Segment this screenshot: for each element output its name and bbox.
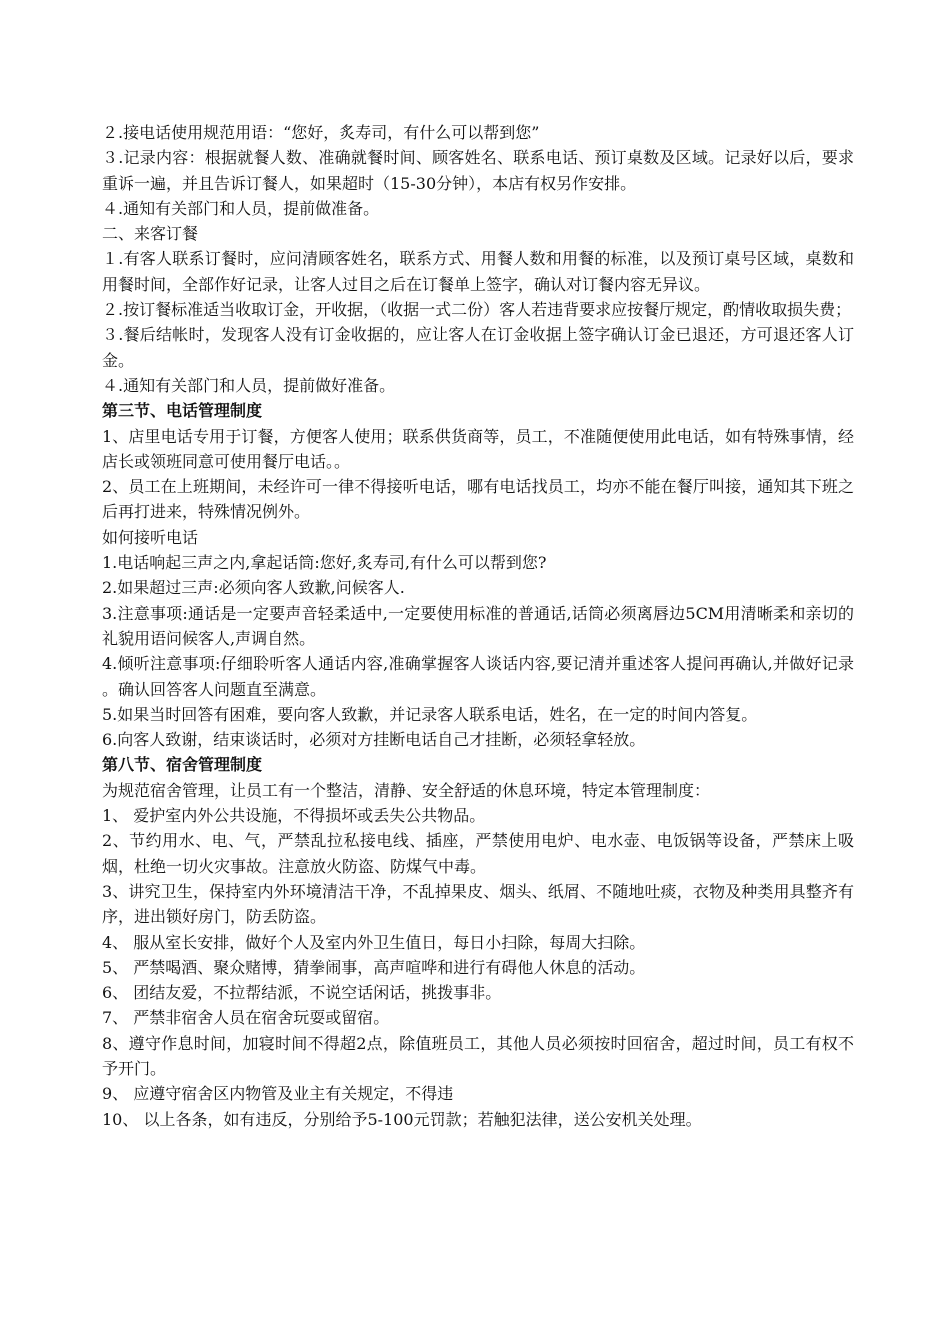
section-subtitle: 二、来客订餐: [102, 224, 199, 244]
paragraph: 2.如果超过三声:必须向客人致歉,问候客人.: [102, 578, 405, 598]
paragraph: 为规范宿舍管理，让员工有一个整洁，清静、安全舒适的休息环境，特定本管理制度：: [102, 780, 711, 800]
paragraph: 1、 爱护室内外公共设施，不得损坏或丢失公共物品。: [102, 806, 486, 826]
paragraph: 8、遵守作息时间，加寝时间不得超2点，除值班员工，其他人员必须按时回宿舍，超过时间，员工有权不予开门。: [102, 1033, 854, 1078]
paragraph: ２.按订餐标准适当收取订金，开收据，（收据一式二份）客人若违背要求应按餐厅规定，酌情收取损失费；: [102, 300, 852, 320]
paragraph: 1、店里电话专用于订餐，方便客人使用；联系供货商等，员工，不准随便使用此电话，如有特殊事情，经店长或领班同意可使用餐厅电话。。: [102, 426, 854, 471]
paragraph: 3、讲究卫生，保持室内外环境清洁干净，不乱掉果皮、烟头、纸屑、不随地吐痰，衣物及种类用具整齐有序，进出锁好房门，防丢防盗。: [102, 881, 854, 927]
paragraph: 9、 应遵守宿舍区内物管及业主有关规定，不得违: [102, 1084, 454, 1104]
paragraph: ２.接电话使用规范用语：“您好，炙寿司，有什么可以帮到您”: [102, 123, 540, 142]
paragraph: １.有客人联系订餐时，应问清顾客姓名，联系方式、用餐人数和用餐的标准，以及预订桌号区域，桌数和用餐时间，全部作好记录，让客人过目之后在订餐单上签字，确认对订餐内容无异议。: [102, 249, 854, 294]
section-heading: 第八节、宿舍管理制度: [102, 755, 263, 775]
paragraph: ４.通知有关部门和人员，提前做准备。: [102, 198, 380, 218]
paragraph: ３.餐后结帐时，发现客人没有订金收据的，应让客人在订金收据上签字确认订金已退还，方可退还客人订金。: [102, 325, 854, 370]
paragraph: 如何接听电话: [102, 527, 199, 547]
paragraph: ４.通知有关部门和人员，提前做好准备。: [102, 375, 396, 395]
paragraph: 1.电话响起三声之内,拿起话筒:您好,炙寿司,有什么可以帮到您?: [102, 553, 547, 573]
paragraph: 2、节约用水、电、气，严禁乱拉私接电线、插座，严禁使用电炉、电水壶、电饭锅等设备，严禁床上吸烟，杜绝一切火灾事故。注意放火防盗、防煤气中毒。: [102, 831, 854, 876]
paragraph: 6.向客人致谢，结束谈话时，必须对方挂断电话自己才挂断，必须轻拿轻放。: [102, 730, 646, 750]
paragraph: 5、 严禁喝酒、聚众赌博，猜拳闹事，高声喧哗和进行有碍他人休息的活动。: [102, 957, 646, 977]
paragraph: 6、 团结友爱，不拉帮结派，不说空话闲话，挑拨事非。: [102, 983, 502, 1003]
paragraph: 4、 服从室长安排，做好个人及室内外卫生值日，每日小扫除，每周大扫除。: [102, 932, 646, 952]
paragraph: ３.记录内容：根据就餐人数、准确就餐时间、顾客姓名、联系电话、预订桌数及区域。记录好以后，要求重诉一遍，并且告诉订餐人，如果超时（15-30分钟），本店有权另作安排。: [102, 148, 854, 193]
paragraph: 5.如果当时回答有困难，要向客人致歉，并记录客人联系电话，姓名，在一定的时间内答复。: [102, 704, 758, 724]
paragraph: 10、 以上各条，如有违反，分别给予5-100元罚款；若触犯法律，送公安机关处理。: [102, 1109, 702, 1129]
paragraph: 7、 严禁非宿舍人员在宿舍玩耍或留宿。: [102, 1008, 390, 1028]
paragraph: 4.倾听注意事项:仔细聆听客人通话内容,准确掌握客人谈话内容,要记清并重述客人提问再确认,并做好记录 。确认回答客人问题直至满意。: [102, 654, 854, 699]
paragraph: 3.注意事项:通话是一定要声音轻柔适中,一定要使用标准的普通话,话筒必须离唇边5CM用清晰柔和亲切的礼貌用语问候客人,声调自然。: [102, 603, 854, 648]
document-page: [102, 120, 854, 1132]
paragraph: 2、员工在上班期间，未经许可一律不得接听电话，哪有电话找员工，均亦不能在餐厅叫接，通知其下班之后再打进来，特殊情况例外。: [102, 477, 854, 522]
section-heading: 第三节、电话管理制度: [102, 401, 263, 421]
